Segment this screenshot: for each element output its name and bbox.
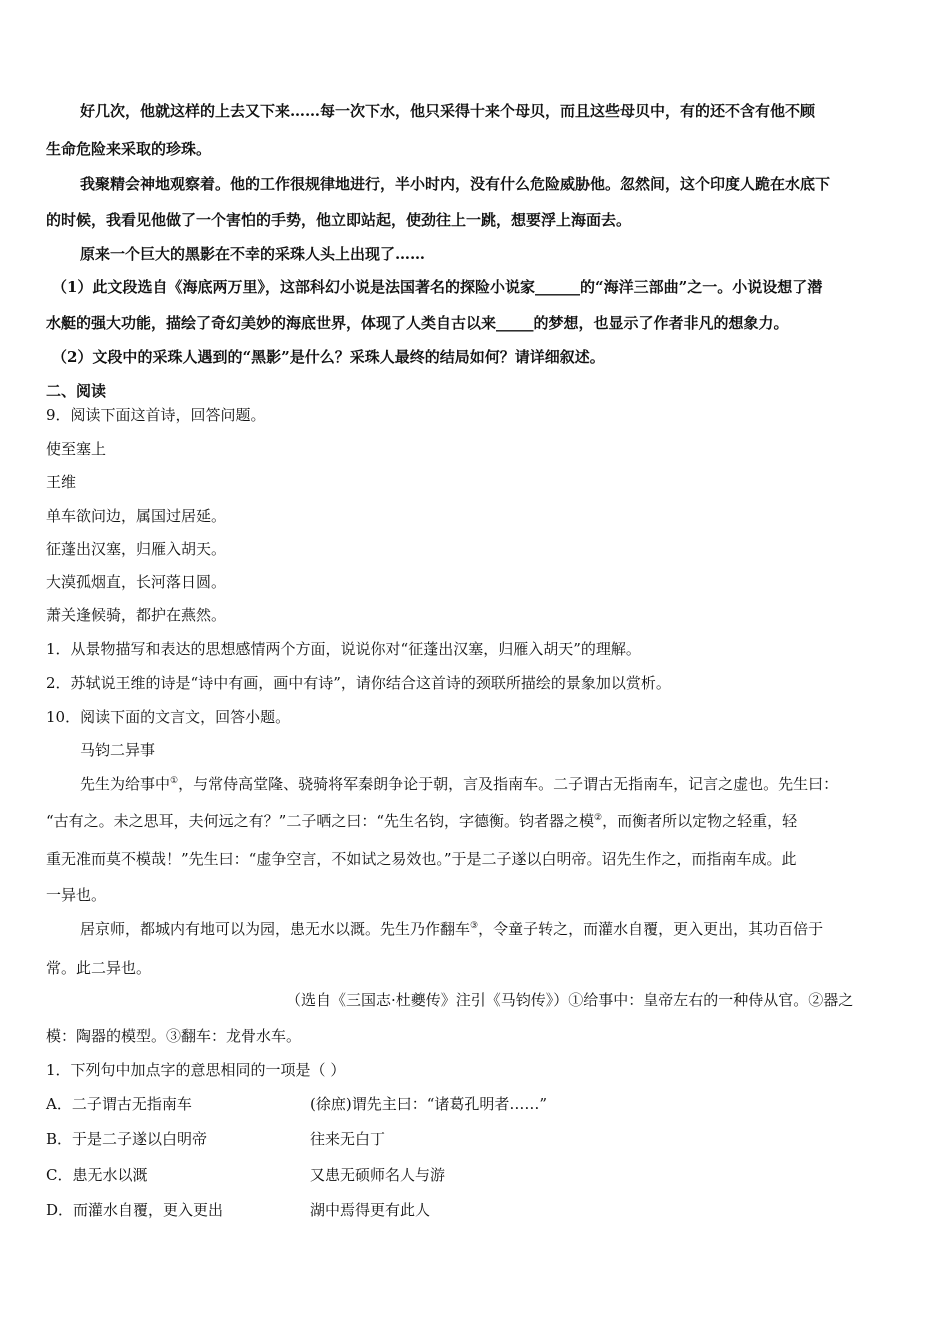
question-2-line: （2）文段中的采珠人遇到的“黑影”是什么？采珠人最终的结局如何？请详细叙述。 — [52, 348, 605, 366]
option-a-right: (徐庶)谓先主曰：“诸葛孔明者……” — [310, 1095, 548, 1113]
footnote-marker: ② — [594, 813, 603, 823]
footnote-marker: ① — [170, 776, 179, 786]
option-a-left: A．二子谓古无指南车 — [46, 1095, 192, 1113]
classical-text-segment: ，与常侍高堂隆、骁骑将军秦朗争论于朝，言及指南车。二子谓古无指南车，记言之虚也。先生曰： — [178, 775, 839, 793]
classical-text-line: 一异也。 — [46, 886, 107, 904]
passage-line: 我聚精会神地观察着。他的工作很规律地进行，半小时内，没有什么危险威胁他。忽然间，这个印度人跪在水底下 — [80, 175, 831, 193]
classical-text-line — [46, 811, 910, 831]
source-note: （选自《三国志·杜夔传》注引《马钧传》）①给事中：皇帝左右的一种侍从官。②器之 — [286, 991, 854, 1009]
option-d-right: 湖中焉得更有此人 — [310, 1201, 431, 1219]
option-c-left: C．患无水以溉 — [46, 1166, 148, 1184]
classical-text-line: 常。此二异也。 — [46, 959, 152, 977]
question-9-sub-2: 2．苏轼说王维的诗是“诗中有画，画中有诗”，请你结合这首诗的颈联所描绘的景象加以赏析。 — [46, 674, 671, 692]
classical-text-segment: ，令童子转之，而灌水自覆，更入更出，其功百倍于 — [478, 920, 824, 938]
question-1-line: 水艇的强大功能，描绘了奇幻美妙的海底世界，体现了人类自古以来_____的梦想，也显示了作者非凡的想象力。 — [46, 314, 789, 332]
option-d-left: D．而灌水自覆，更入更出 — [46, 1201, 224, 1219]
classical-text-segment: ，而衡者所以定物之轻重，轻 — [602, 812, 798, 830]
classical-text-segment: 先生为给事中 — [80, 775, 171, 793]
classical-text-line: 重无准而莫不模哉！”先生曰：“虚争空言，不如试之易效也。”于是二子遂以白明帝。诏先生作之，而指南车成。此 — [46, 850, 797, 868]
question-9-prompt: 9．阅读下面这首诗，回答问题。 — [46, 406, 266, 424]
footnote-text: 模：陶器的模型。③翻车：龙骨水车。 — [46, 1027, 302, 1045]
passage-line: 的时候，我看见他做了一个害怕的手势，他立即站起，使劲往上一跳，想要浮上海面去。 — [46, 211, 632, 229]
question-10-prompt: 10．阅读下面的文言文，回答小题。 — [46, 708, 291, 726]
passage-line: 生命危险来采取的珍珠。 — [46, 140, 212, 158]
option-c-right: 又患无硕师名人与游 — [310, 1166, 446, 1184]
question-9-sub-1: 1．从景物描写和表达的思想感情两个方面，说说你对“征蓬出汉塞，归雁入胡天”的理解。 — [46, 640, 641, 658]
classical-text-line — [80, 919, 910, 939]
classical-text-segment: “古有之。未之思耳，夫何远之有？”二子哂之曰：“先生名钧，字德衡。钧者器之模 — [46, 812, 595, 830]
section-heading: 二、阅读 — [46, 382, 107, 400]
poem-line: 萧关逢候骑，都护在燕然。 — [46, 606, 227, 624]
footnote-marker: ③ — [470, 921, 479, 931]
poem-line: 大漠孤烟直，长河落日圆。 — [46, 573, 227, 591]
poem-author: 王维 — [46, 473, 77, 491]
question-10-sub-1: 1．下列句中加点字的意思相同的一项是（ ） — [46, 1061, 346, 1079]
poem-line: 单车欲问边，属国过居延。 — [46, 507, 227, 525]
classical-text-title: 马钧二异事 — [80, 741, 156, 759]
option-b-right: 往来无白丁 — [310, 1130, 386, 1148]
question-1-line: （1）此文段选自《海底两万里》，这部科幻小说是法国著名的探险小说家______的“海洋三部曲”之一。小说设想了潜 — [52, 278, 823, 296]
poem-line: 征蓬出汉塞，归雁入胡天。 — [46, 540, 227, 558]
poem-title: 使至塞上 — [46, 440, 107, 458]
classical-text-segment: 居京师，都城内有地可以为园，患无水以溉。先生乃作翻车 — [80, 920, 471, 938]
option-b-left: B．于是二子遂以白明帝 — [46, 1130, 208, 1148]
passage-line: 原来一个巨大的黑影在不幸的采珠人头上出现了…… — [80, 245, 426, 263]
classical-text-line — [80, 774, 910, 794]
passage-line: 好几次，他就这样的上去又下来……每一次下水，他只采得十来个母贝，而且这些母贝中，有的还不含有他不顾 — [80, 102, 816, 120]
